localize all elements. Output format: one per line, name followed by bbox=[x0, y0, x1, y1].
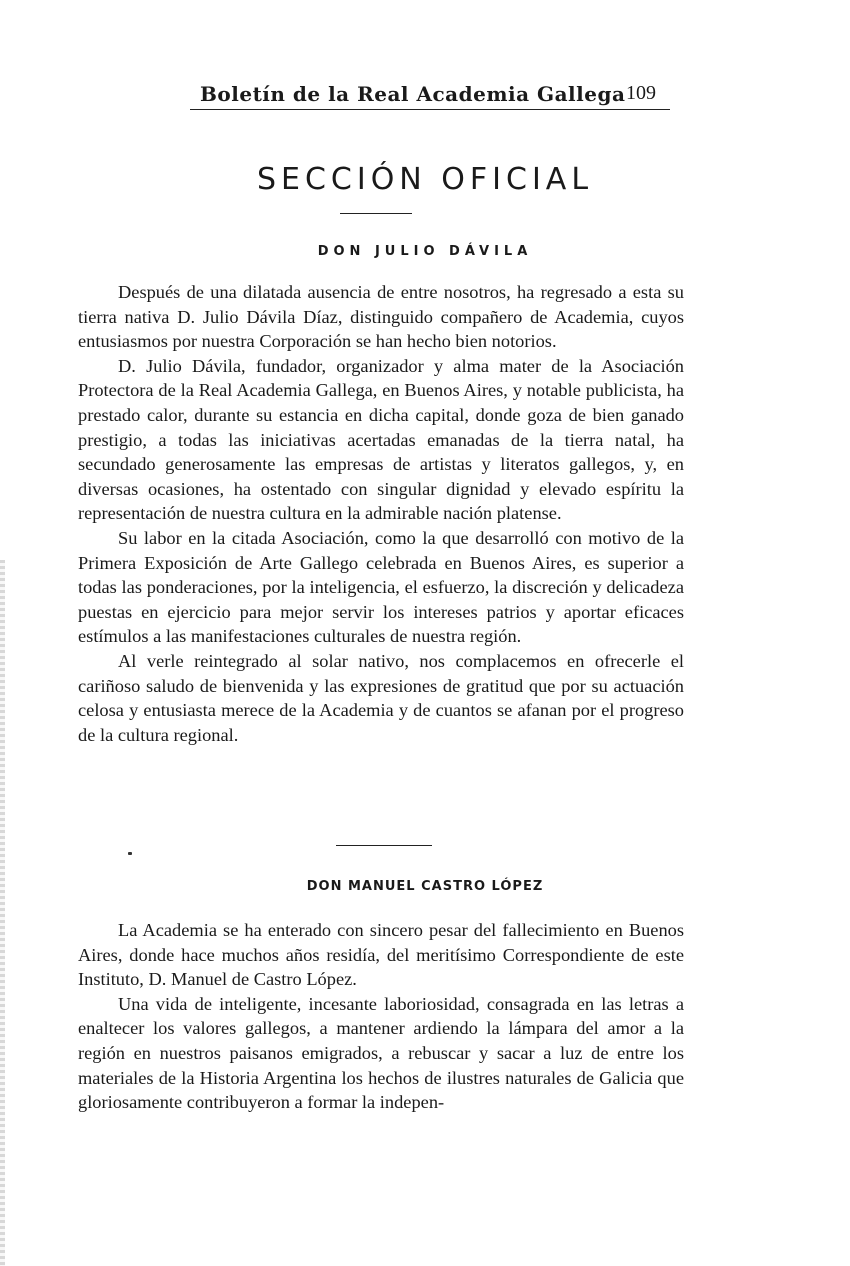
journal-title: Boletín de la Real Academia Gallega bbox=[200, 82, 626, 106]
article-heading-castro: DON MANUEL CASTRO LÓPEZ bbox=[306, 879, 544, 894]
ink-speck bbox=[128, 852, 132, 855]
page-number: 109 bbox=[626, 82, 656, 104]
article-body-davila bbox=[78, 280, 684, 747]
article-heading-davila: DON JULIO DÁVILA bbox=[317, 244, 533, 259]
title-divider bbox=[340, 213, 412, 214]
article-body-castro bbox=[78, 918, 684, 1115]
paragraph: Después de una dilatada ausencia de entre nosotros, ha regresado a esta su tierra nativa D. Julio Dávila Díaz, distinguido compañero de Academia, cuyos entusiasmos por nuestra Corporación se han hecho bien notorios. bbox=[78, 282, 684, 352]
paragraph: La Academia se ha enterado con sincero pesar del fallecimiento en Buenos Aires, donde hace muchos años residía, del meritísimo Correspondiente de este Instituto, D. Manuel de Castro López. bbox=[78, 920, 684, 990]
paragraph: Al verle reintegrado al solar nativo, nos complacemos en ofrecerle el cariñoso saludo de bienvenida y las expresiones de gratitud que por su actuación celosa y entusiasta merece de la Academia y de cuantos se afanan por el progreso de la cultura regional. bbox=[78, 650, 684, 745]
paragraph: Una vida de inteligente, incesante laboriosidad, consagrada en las letras a enaltecer los valores gallegos, a mantener ardiendo la lámpara del amor a la región en nuestros paisanos emigrados, a rebuscar y sacar a luz de entre los materiales de la Historia Argentina los hechos de ilustres naturales de Galicia que gloriosamente contribuyeron a formar la indepen- bbox=[78, 993, 684, 1113]
scan-edge-shadow bbox=[0, 560, 5, 1266]
paragraph: D. Julio Dávila, fundador, organizador y alma mater de la Asociación Protectora de la Real Academia Gallega, en Buenos Aires, y notable publicista, ha prestado calor, durante su estancia en dicha capital, donde goza de bien ganado prestigio, a todas las iniciativas acertadas emanadas de la tierra natal, ha secundado generosamente las empresas de artistas y literatos gallegos, y, en diversas ocasiones, ha ostentado con singular dignidad y elevado espíritu la representación de nuestra cultura en la admirable nación platense. bbox=[78, 355, 684, 524]
article-divider bbox=[336, 845, 432, 846]
header-rule bbox=[190, 109, 670, 110]
running-header bbox=[190, 78, 670, 110]
section-title: SECCIÓN OFICIAL bbox=[256, 162, 594, 197]
paragraph: Su labor en la citada Asociación, como la que desarrolló con motivo de la Primera Exposición de Arte Gallego celebrada en Buenos Aires, es superior a todas las ponderaciones, por la inteligencia, el esfuerzo, la discreción y delicadeza puestas en ejercicio para mejor servir los intereses patrios y aportar eficaces estímulos a las manifestaciones culturales de nuestra región. bbox=[78, 527, 684, 647]
